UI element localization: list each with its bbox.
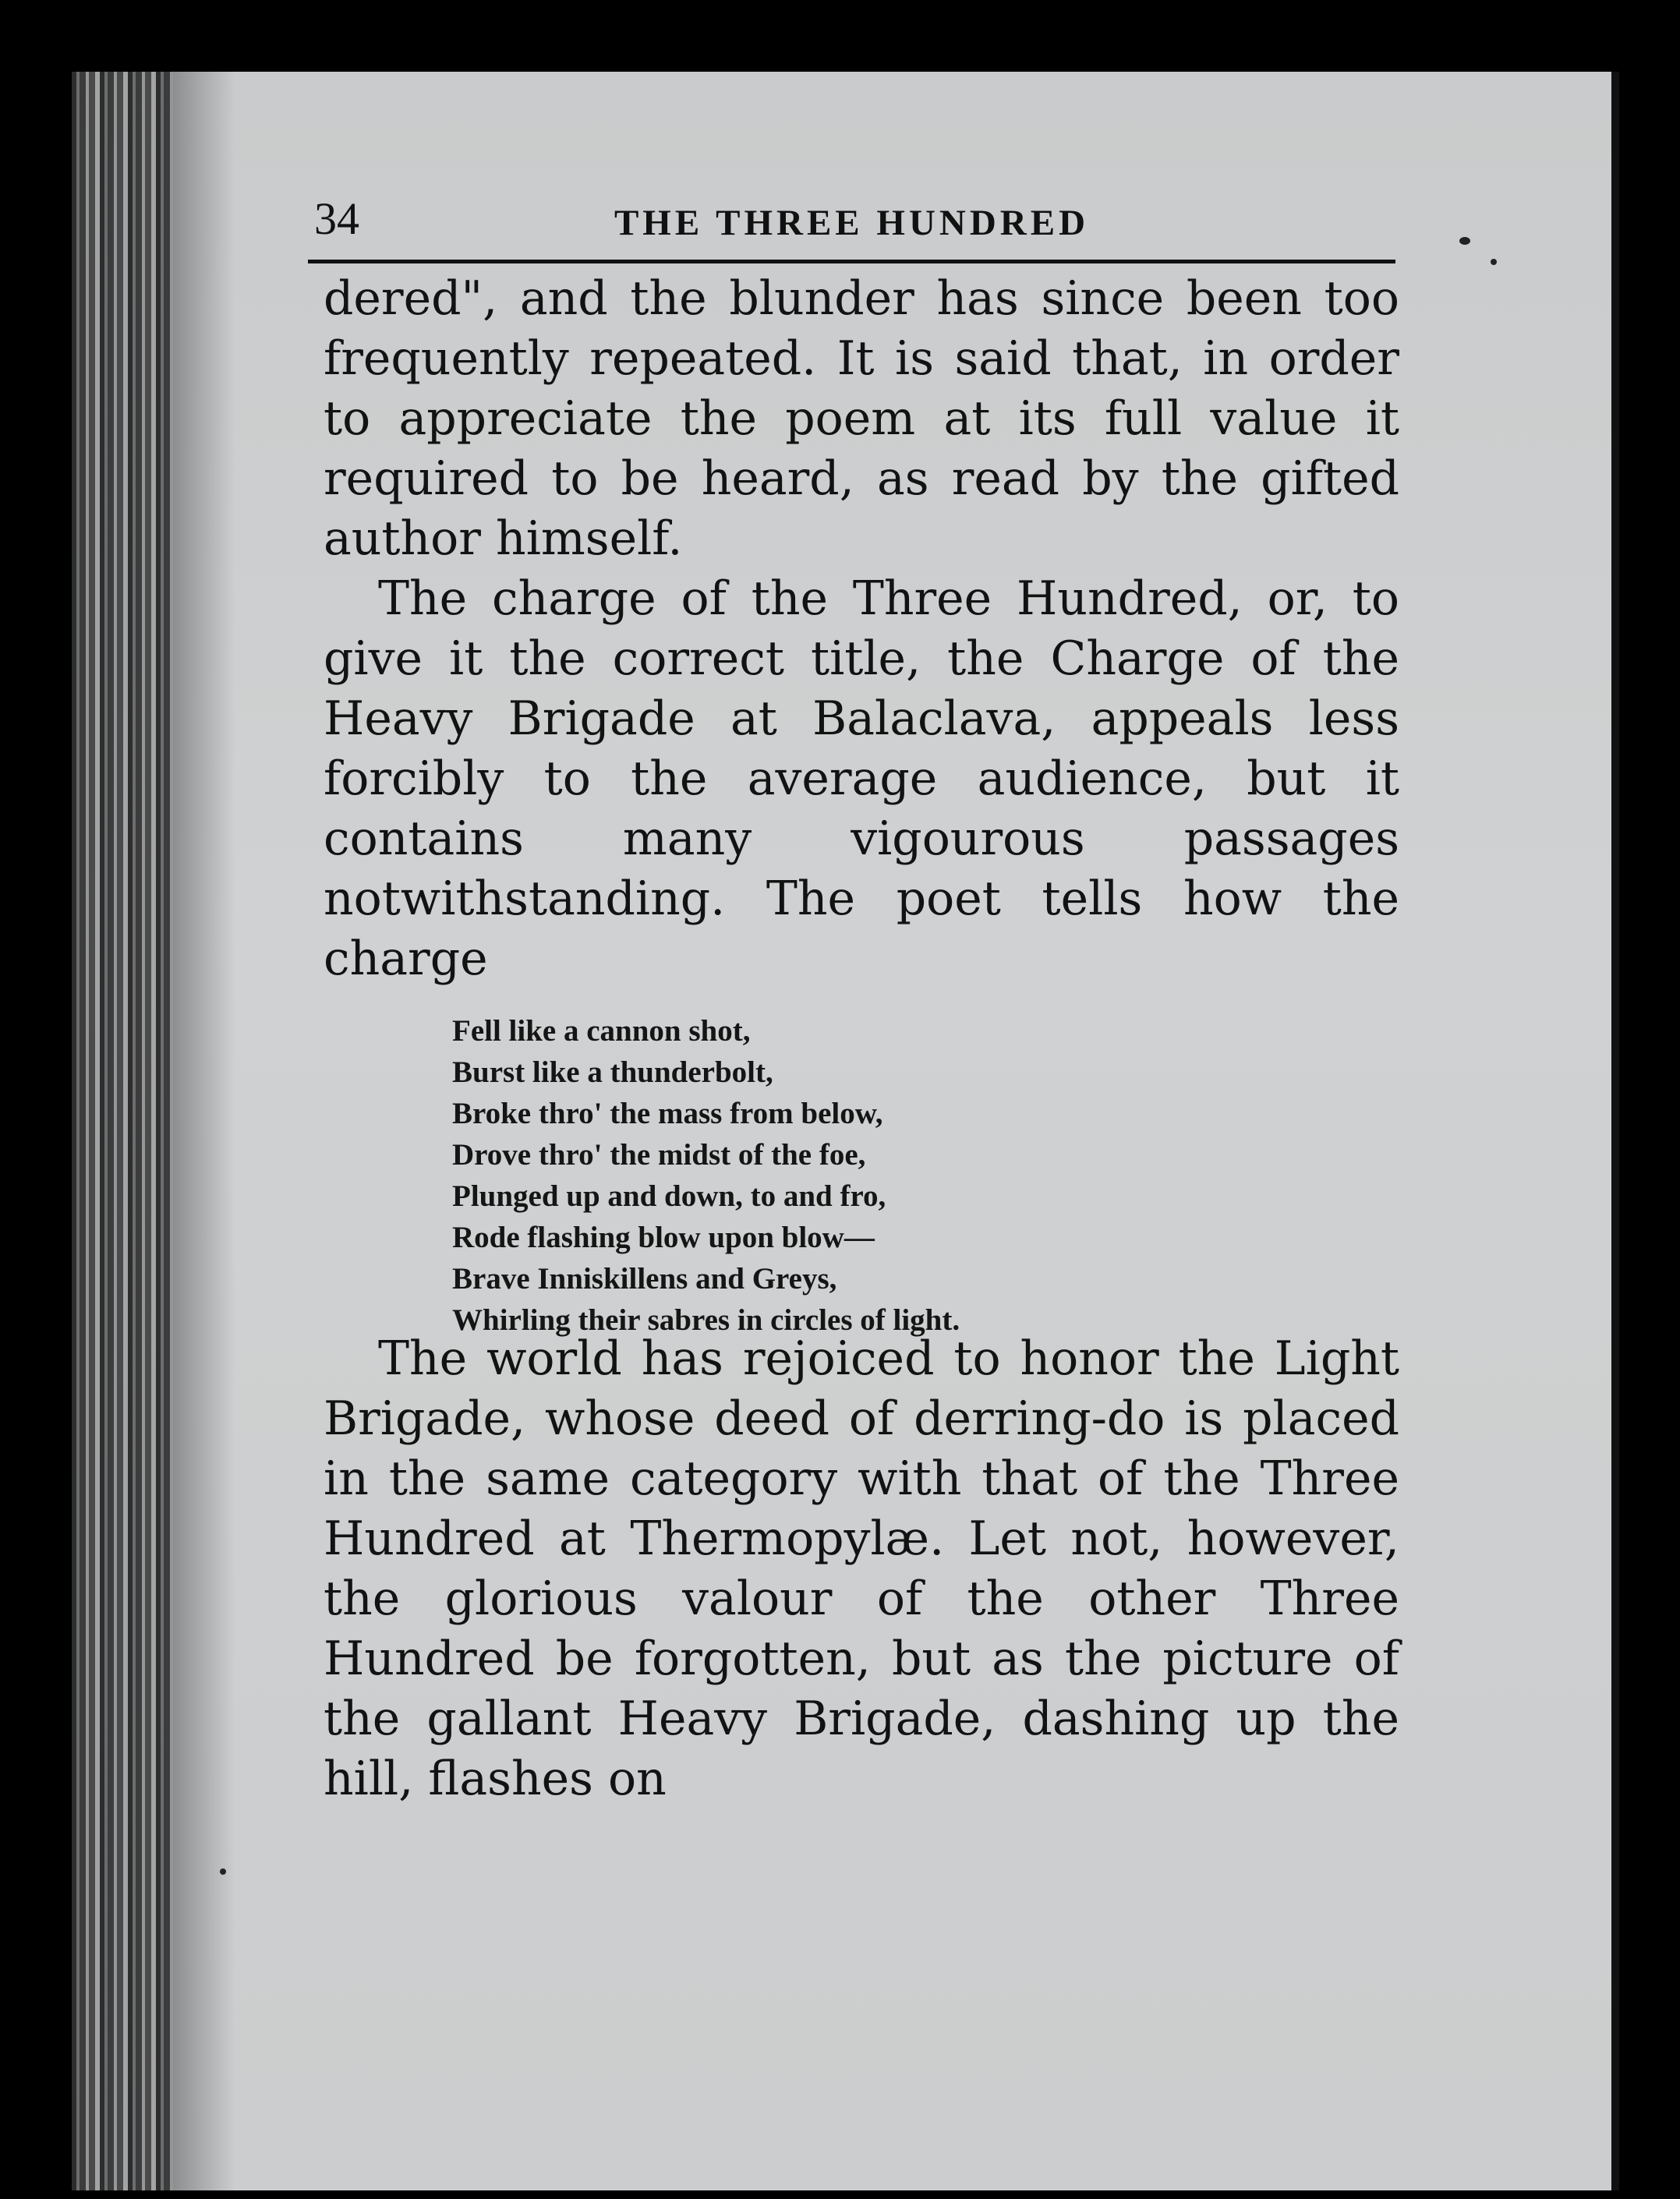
verse-line: Rode flashing blow upon blow— [452, 1221, 875, 1254]
scan-speck [1459, 237, 1470, 245]
verse-line: Burst like a thunderbolt, [452, 1055, 773, 1089]
page-header [308, 193, 1395, 263]
paragraph: dered", and the blunder has since been too frequently repeated. It is said that, in order to appreciate the poem at its full value it required to be heard, as read by the gifted author himself. [324, 271, 1399, 566]
closing-text [324, 1329, 1399, 1809]
paragraph: The world has rejoiced to honor the Light Brigade, whose deed of derring-do is placed in the same category with that of the Three Hundred at Thermopylæ. Let not, however, the glorious valour of the other Three Hundred be forgotten, but as the picture of the gallant Heavy Brigade, dashing up the hill, flashes on [324, 1331, 1399, 1806]
spine-shadow [173, 72, 235, 2190]
verse-line: Whirling their sabres in circles of light. [452, 1303, 960, 1337]
scan-speck [220, 1868, 226, 1875]
verse-line: Plunged up and down, to and fro, [452, 1179, 886, 1213]
verse-line: Drove thro' the midst of the foe, [452, 1138, 866, 1172]
page-spine-edge [72, 72, 173, 2190]
running-title: THE THREE HUNDRED [614, 203, 1090, 243]
paragraph: The charge of the Three Hundred, or, to give it the correct title, the Charge of the Heavy Brigade at Balaclava, appeals less forcibly to the average audience, but it contains many vigourous passages notwithstanding. The poet tells how the charge [324, 571, 1399, 986]
page-right-edge [1611, 72, 1619, 2190]
page-number: 34 [314, 193, 359, 244]
verse-quotation [452, 1010, 1232, 1341]
verse-line: Brave Inniskillens and Greys, [452, 1262, 837, 1296]
body-text [324, 269, 1399, 989]
verse-line: Broke thro' the mass from below, [452, 1097, 883, 1130]
verse-line: Fell like a cannon shot, [452, 1014, 751, 1048]
scan-speck [1491, 259, 1497, 265]
